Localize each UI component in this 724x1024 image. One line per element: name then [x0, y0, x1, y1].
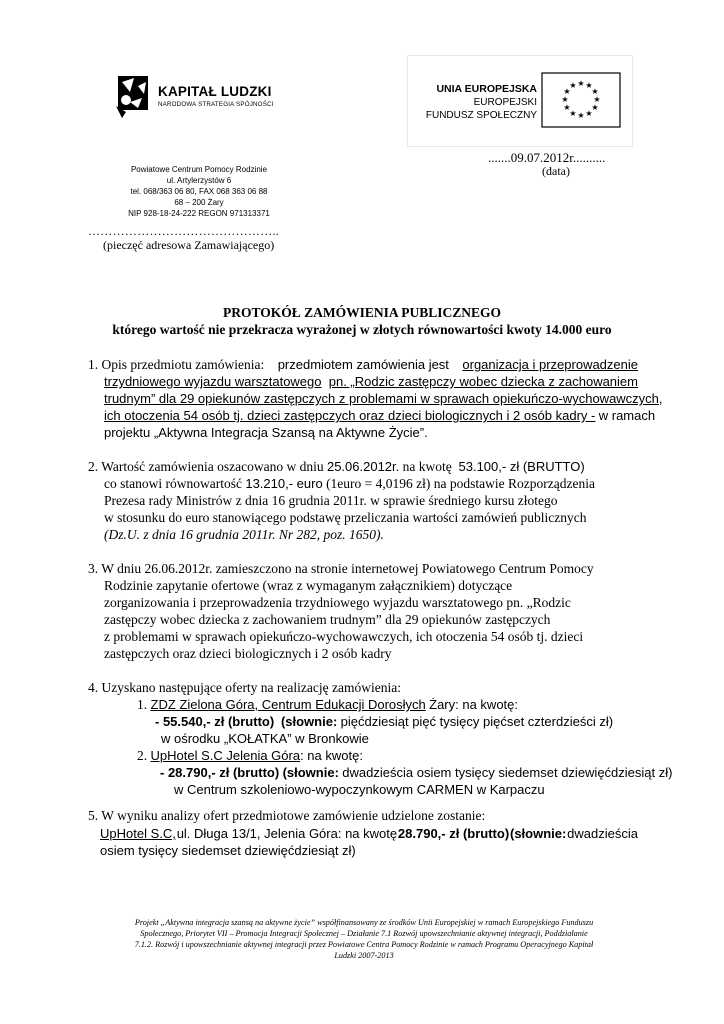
svg-text:★: ★ — [563, 87, 571, 96]
document-date-label: (data) — [542, 164, 570, 178]
offer2-words-label: (słownie: — [282, 765, 339, 780]
project-footer — [86, 917, 642, 961]
section2-date: 25.06.2012r. — [326, 459, 400, 474]
section1-project: projektu „Aktywna Integracja Szansą na Aktywne Życie”. — [104, 425, 428, 440]
section2-amount: 53.100,- zł (BRUTTO) — [458, 459, 585, 474]
offer2-number: 2. — [137, 748, 148, 763]
section2-text: (1euro = 4,0196 zł) na podstawie Rozporządzenia — [326, 476, 595, 491]
section1-line — [104, 374, 638, 390]
offer1-amount-line — [155, 714, 613, 730]
section3-line: zorganizowania i przeprowadzenia trzydniowego wyjazdu warsztatowego pn. „Rodzic — [104, 595, 571, 610]
section1-line — [88, 357, 638, 373]
svg-text:★: ★ — [577, 111, 585, 120]
section1-subject: organizacja i przeprowadzenie — [462, 357, 638, 372]
section4-heading: 4. Uzyskano następujące oferty na realizację zamówienia: — [88, 680, 401, 695]
section1-label: 1. Opis przedmiotu zamówienia: — [88, 357, 265, 372]
address-line: NIP 928-18-24-222 REGON 971313371 — [128, 209, 270, 218]
footer-line: 7.1.2. Rozwój i upowszechnianie aktywnej integracji przez Powiatowe Centra Pomocy Rodzinie w ramach Programu Operacyjnego Kapitał — [134, 940, 594, 949]
eu-logo-line1: UNIA EUROPEJSKA — [436, 83, 537, 95]
svg-text:★: ★ — [569, 81, 577, 90]
svg-text:★: ★ — [585, 109, 593, 118]
kapital-ludzki-subtitle: NARODOWA STRATEGIA SPÓJNOŚCI — [158, 101, 274, 108]
section1-line — [104, 408, 655, 424]
eu-logo-line2: EUROPEJSKI — [473, 97, 537, 108]
offer1-words: pięćdziesiąt pięć tysięcy pięćset czterdzieści zł) — [340, 714, 614, 729]
svg-text:★: ★ — [585, 81, 593, 90]
offer1-amount: - 55.540,- zł (brutto) — [155, 714, 275, 729]
offer2-amount: - 28.790,- zł (brutto) — [160, 765, 280, 780]
section2-text: co stanowi równowartość — [104, 476, 242, 491]
offer2-name: UpHotel S.C Jelenia Góra — [150, 748, 301, 763]
offer1-place — [161, 731, 369, 747]
address-line: Powiatowe Centrum Pomocy Rodzinie — [130, 165, 268, 174]
offer2-place-text: w Centrum szkoleniowo-wypoczynkowym CARMEN w Karpaczu — [174, 782, 545, 797]
section1-subject: pn. „Rodzic zastępczy wobec dziecka z zachowaniem — [328, 374, 638, 389]
section1-subject: ich otoczenia 54 osób tj. dzieci zastępczych oraz dzieci biologicznych i 2 osób kadry - — [104, 408, 596, 423]
section5-heading: 5. W wyniku analizy ofert przedmiotowe zamówienie udzielone zostanie: — [88, 808, 486, 823]
section1-text: w ramach — [598, 408, 656, 423]
svg-text:★: ★ — [591, 103, 599, 112]
svg-text:★: ★ — [577, 79, 585, 88]
section1-line — [104, 391, 663, 407]
section2-line — [104, 476, 595, 492]
footer-line: Społecznego, Priorytet VII – Promocja Integracji Społecznej – Działanie 7.1 Rozwój upowszechnianie aktywnej integracji, Poddziałanie — [140, 929, 588, 938]
winner-words: dwadzieścia — [567, 826, 638, 841]
eu-logo-line3: FUNDUSZ SPOŁECZNY — [425, 110, 537, 121]
footer-line: Projekt „Aktywna integracja szansą na aktywne życie” współfinansowany ze środków Unii Europejskiej w ramach Europejskiego Funduszu — [134, 918, 594, 927]
svg-text:★: ★ — [593, 95, 601, 104]
offer1-number: 1. — [137, 697, 148, 712]
offer1-place-text: w ośrodku „KOŁATKA” w Bronkowie — [161, 731, 369, 746]
section3-line: 3. W dniu 26.06.2012r. zamieszczono na stronie internetowej Powiatowego Centrum Pomocy — [88, 561, 594, 576]
address-line: tel. 068/363 06 80, FAX 068 363 06 88 — [130, 187, 268, 196]
section3-line: zastępczy wobec dziecka z zachowaniem trudnym” dla 29 opiekunów zastępczych — [104, 612, 551, 627]
stamp-label: (pieczęć adresowa Zamawiającego) — [103, 238, 275, 252]
winner-amount: 28.790,- zł (brutto) — [397, 826, 510, 841]
section5-line — [100, 843, 356, 859]
svg-text:★: ★ — [563, 103, 571, 112]
protocol-title: PROTOKÓŁ ZAMÓWIENIA PUBLICZNEGO — [222, 305, 502, 320]
svg-text:★: ★ — [591, 87, 599, 96]
svg-text:★: ★ — [561, 95, 569, 104]
winner-words: osiem tysięcy siedemset dziewięćdziesiąt zł) — [100, 843, 356, 858]
offer2-place — [174, 782, 545, 798]
winner-address: ul. Długa 13/1, Jelenia Góra: na kwotę — [176, 826, 398, 841]
section2-line — [88, 459, 585, 475]
section3-line: zastępczych oraz dzieci biologicznych i 2 osób kadry — [104, 646, 392, 661]
section1-subject: trudnym” dla 29 opiekunów zastępczych z problemami w sprawach opiekuńczo-wychowawczych, — [104, 391, 663, 406]
protocol-subtitle: którego wartość nie przekracza wyrażonej w złotych równowartości kwoty 14.000 euro — [112, 322, 612, 337]
section2-text: 2. Wartość zamówienia oszacowano w dniu — [88, 459, 324, 474]
address-line: ul. Artylerzystów 6 — [166, 176, 232, 185]
offer2-line — [137, 748, 363, 764]
svg-text:★: ★ — [569, 109, 577, 118]
offer2-amount-line — [160, 765, 672, 781]
section5-line — [100, 826, 638, 842]
section1-text: przedmiotem zamówienia jest — [277, 357, 449, 372]
offer1-tail: Żary: na kwotę: — [429, 697, 519, 712]
offer1-name: ZDZ Zielona Góra, Centrum Edukacji Dorosłych — [150, 697, 426, 712]
section2-line: (Dz.U. z dnia 16 grudnia 2011r. Nr 282, poz. 1650). — [104, 527, 384, 542]
section2-text: na kwotę — [402, 459, 452, 474]
section1-subject: trzydniowego wyjazdu warsztatowego — [104, 374, 322, 389]
offer2-tail: : na kwotę: — [300, 748, 363, 763]
offer2-words: dwadzieścia osiem tysięcy siedemset dziewięćdziesiąt zł) — [342, 765, 673, 780]
section1-line — [104, 425, 428, 441]
kapital-ludzki-title: KAPITAŁ LUDZKI — [158, 84, 272, 99]
offer1-line — [137, 697, 518, 713]
eu-flag-icon — [541, 72, 621, 128]
winner-name: UpHotel S.C, — [100, 826, 176, 841]
stamp-dots: ……………………………………….. — [88, 224, 280, 238]
address-line: 68 – 200 Żary — [174, 198, 224, 207]
section3-line: z problemami w sprawach opiekuńczo-wychowawczych, ich otoczenia 54 osób tj. dzieci — [104, 629, 584, 644]
kapital-ludzki-emblem-icon — [108, 72, 158, 122]
section2-line: w stosunku do euro stanowiącego podstawę przeliczania wartości zamówień publicznych — [104, 510, 587, 525]
offer1-words-label: (słownie: — [280, 714, 338, 729]
document-date: .......09.07.2012r.......... — [488, 150, 606, 165]
section2-line: Prezesa rady Ministrów z dnia 16 grudnia 2011r. w sprawie średniego kursu złotego — [104, 493, 558, 508]
winner-words-label: (słownie: — [509, 826, 567, 841]
section3-line: Rodzinie zapytanie ofertowe (wraz z wymaganym załącznikiem) dotyczące — [104, 578, 513, 593]
section2-euro: 13.210,- euro — [245, 476, 323, 491]
footer-line: Ludzki 2007-2013 — [334, 951, 394, 960]
